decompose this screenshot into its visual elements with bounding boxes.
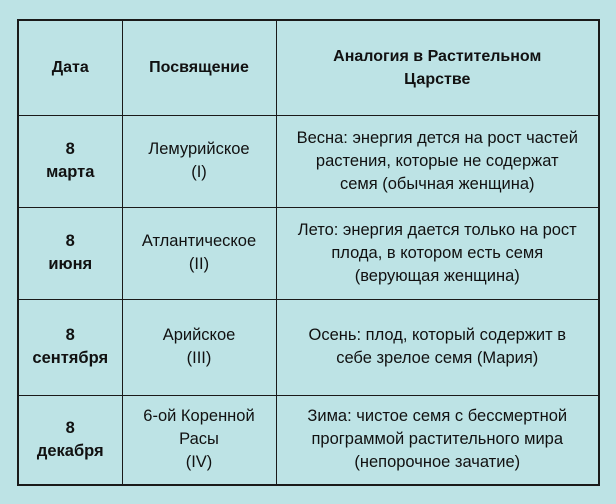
table-row [19,115,598,207]
header-initiation: Посвящение [122,21,276,115]
table-row [19,395,598,484]
date-day: 8 [65,232,75,250]
date-day: 8 [65,140,75,158]
initiation-name: Атлантическое [141,232,257,250]
analogy-cell [276,207,598,299]
date-day: 8 [65,326,75,344]
header-analogy-line2: Царстве [404,70,471,88]
date-day: 8 [65,418,75,437]
date-month: июня [48,255,93,273]
table-row [19,299,598,395]
date-month: сентября [32,349,109,367]
initiation-number: (I) [191,163,207,181]
date-month: декабря [36,441,104,460]
header-date: Дата [19,21,122,115]
analogy-line: Зима: чистое семя с бессмертной [307,407,568,426]
analogy-cell [276,395,598,484]
analogy-line: Лето: энергия дается только на рост [297,220,577,239]
initiation-name-continued: Расы [179,430,219,449]
table-row [19,207,598,299]
analogy-line: Весна: энергия дется на рост частей [296,128,578,147]
date-cell [19,395,122,484]
initiations-table [19,21,598,484]
initiation-number: (II) [188,255,210,273]
date-cell [19,115,122,207]
date-month: марта [46,163,95,181]
date-cell [19,207,122,299]
initiation-name: Лемурийское [148,140,250,158]
initiation-cell [122,299,276,395]
initiation-name: 6-ой Коренной [143,407,255,426]
initiation-cell [122,115,276,207]
initiation-name: Арийское [162,326,236,344]
analogy-line: себе зрелое семя (Мария) [336,349,539,367]
initiations-table-frame [17,19,600,486]
analogy-line: (непорочное зачатие) [354,453,521,472]
analogy-line: плода, в котором есть семя [331,243,544,262]
analogy-line: семя (обычная женщина) [339,174,535,193]
table-header-row [19,21,598,115]
initiation-number: (IV) [185,453,213,472]
initiation-cell [122,207,276,299]
analogy-cell [276,299,598,395]
analogy-line: Осень: плод, который содержит в [308,326,566,344]
initiation-cell [122,395,276,484]
date-cell [19,299,122,395]
header-analogy [276,21,598,115]
analogy-line: (верующая женщина) [354,266,520,285]
initiation-number: (III) [186,349,212,367]
header-analogy-line1: Аналогия в Растительном [333,47,542,65]
analogy-cell [276,115,598,207]
analogy-line: программой растительного мира [311,430,564,449]
analogy-line: растения, которые не содержат [315,151,559,170]
